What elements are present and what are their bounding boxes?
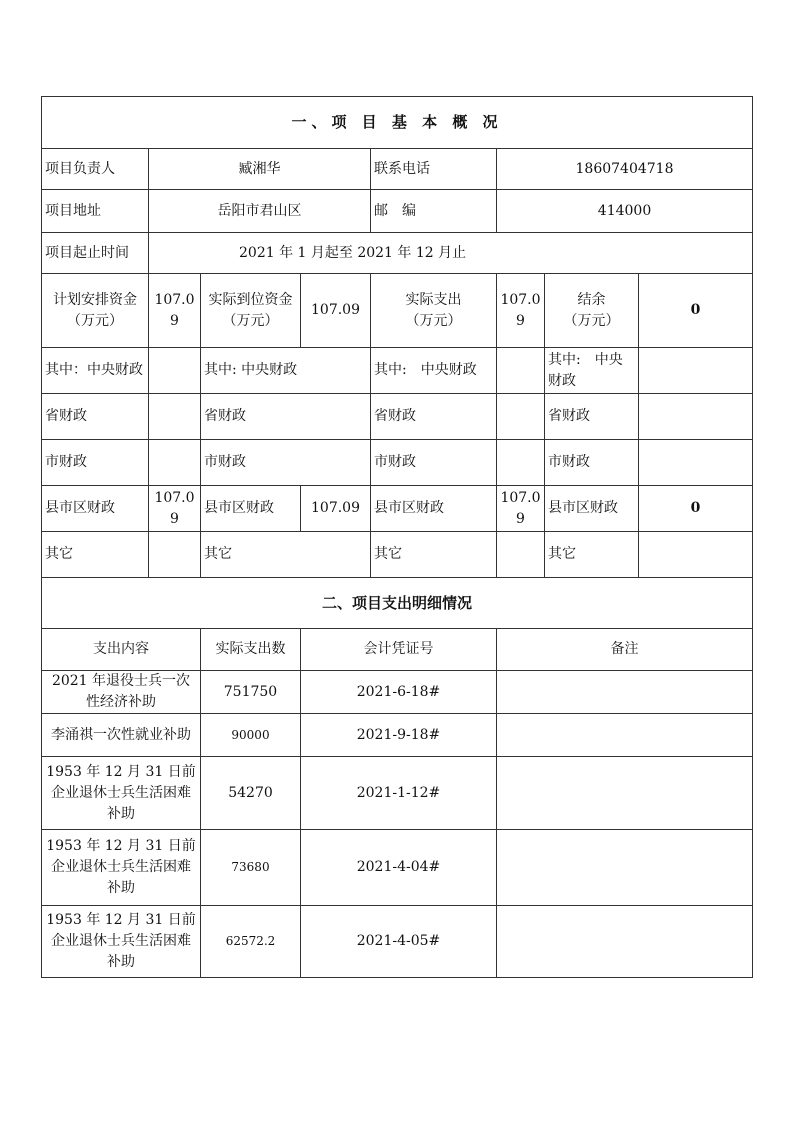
section2-title: 二、项目支出明细情况 [42,578,753,629]
detail-content: 李涌祺一次性就业补助 [42,714,201,757]
detail-note [497,830,753,906]
phone-label: 联系电话 [371,149,497,190]
detail-content: 2021 年退役士兵一次性经济补助 [42,671,201,714]
funds-cat-3: 其它 [371,532,497,578]
funds-val-1 [149,440,201,486]
detail-amount: 54270 [201,757,301,830]
postcode-label: 邮 编 [371,190,497,233]
period-label: 项目起止时间 [42,233,149,274]
funds-val-4: 0 [639,486,753,532]
received-funds-label: 实际到位资金 （万元） [201,274,301,348]
section1-title: 一、项 目 基 本 概 况 [42,97,753,149]
funds-val-3 [497,532,545,578]
funds-cat-1: 市财政 [42,440,149,486]
section1-title-row [42,97,753,149]
funds-val-1 [149,348,201,394]
funds-cat-1: 省财政 [42,394,149,440]
funds-cat-1: 其中：中央财政 [42,348,149,394]
phone-value: 18607404718 [497,149,753,190]
funds-cat-4: 市财政 [545,440,639,486]
address-label: 项目地址 [42,190,149,233]
funds-cat-3: 省财政 [371,394,497,440]
funds-val-3: 107.09 [497,486,545,532]
planned-funds-value: 107.09 [149,274,201,348]
funds-cat-3: 其中: 中央财政 [371,348,497,394]
detail-amount: 62572.2 [201,906,301,978]
funds-cat-2: 省财政 [201,394,371,440]
period-row [42,233,753,274]
funds-cat-2: 市财政 [201,440,371,486]
detail-header-amount: 实际支出数 [201,629,301,671]
funds-cat-3: 市财政 [371,440,497,486]
funds-cat-2: 县市区财政 [201,486,301,532]
detail-content: 1953 年 12 月 31 日前企业退休士兵生活困难补助 [42,757,201,830]
period-value: 2021 年 1 月起至 2021 年 12 月止 [149,233,753,274]
detail-row [42,757,753,830]
funds-cat-1: 县市区财政 [42,486,149,532]
funds-val-1 [149,532,201,578]
postcode-value: 414000 [497,190,753,233]
address-row [42,190,753,233]
funds-val-1: 107.09 [149,486,201,532]
spent-funds-value: 107.09 [497,274,545,348]
funds-val-3 [497,394,545,440]
detail-note [497,671,753,714]
detail-voucher: 2021-1-12# [301,757,497,830]
detail-row [42,671,753,714]
detail-row [42,906,753,978]
funds-val-4 [639,532,753,578]
project-summary-sheet [41,96,752,975]
funds-cat-4: 省财政 [545,394,639,440]
funds-cat-3: 县市区财政 [371,486,497,532]
detail-amount: 90000 [201,714,301,757]
funds-row-city [42,440,753,486]
spent-funds-label: 实际支出 （万元） [371,274,497,348]
balance-label: 结余 （万元） [545,274,639,348]
balance-value: 0 [639,274,753,348]
planned-funds-label: 计划安排资金 （万元） [42,274,149,348]
funds-row-province [42,394,753,440]
funds-val-2: 107.09 [301,486,371,532]
funds-row-county [42,486,753,532]
funds-val-4 [639,440,753,486]
detail-amount: 73680 [201,830,301,906]
leader-value: 臧湘华 [149,149,371,190]
detail-note [497,714,753,757]
detail-row [42,830,753,906]
detail-content: 1953 年 12 月 31 日前企业退休士兵生活困难补助 [42,830,201,906]
detail-header-voucher: 会计凭证号 [301,629,497,671]
funds-cat-2: 其它 [201,532,371,578]
funds-cat-2: 其中: 中央财政 [201,348,371,394]
funds-row-other [42,532,753,578]
project-summary-table [41,96,753,978]
detail-voucher: 2021-6-18# [301,671,497,714]
detail-header-note: 备注 [497,629,753,671]
detail-content: 1953 年 12 月 31 日前企业退休士兵生活困难补助 [42,906,201,978]
detail-note [497,757,753,830]
detail-voucher: 2021-9-18# [301,714,497,757]
detail-voucher: 2021-4-04# [301,830,497,906]
funds-header-row [42,274,753,348]
detail-voucher: 2021-4-05# [301,906,497,978]
funds-row-central [42,348,753,394]
detail-amount: 751750 [201,671,301,714]
funds-cat-4: 县市区财政 [545,486,639,532]
funds-val-1 [149,394,201,440]
detail-note [497,906,753,978]
leader-row [42,149,753,190]
funds-val-3 [497,440,545,486]
detail-header-row [42,629,753,671]
detail-header-content: 支出内容 [42,629,201,671]
funds-cat-4: 其中: 中央财政 [545,348,639,394]
address-value: 岳阳市君山区 [149,190,371,233]
section2-title-row [42,578,753,629]
leader-label: 项目负责人 [42,149,149,190]
received-funds-value: 107.09 [301,274,371,348]
funds-val-4 [639,394,753,440]
detail-row [42,714,753,757]
funds-cat-1: 其它 [42,532,149,578]
funds-val-4 [639,348,753,394]
funds-cat-4: 其它 [545,532,639,578]
funds-val-3 [497,348,545,394]
